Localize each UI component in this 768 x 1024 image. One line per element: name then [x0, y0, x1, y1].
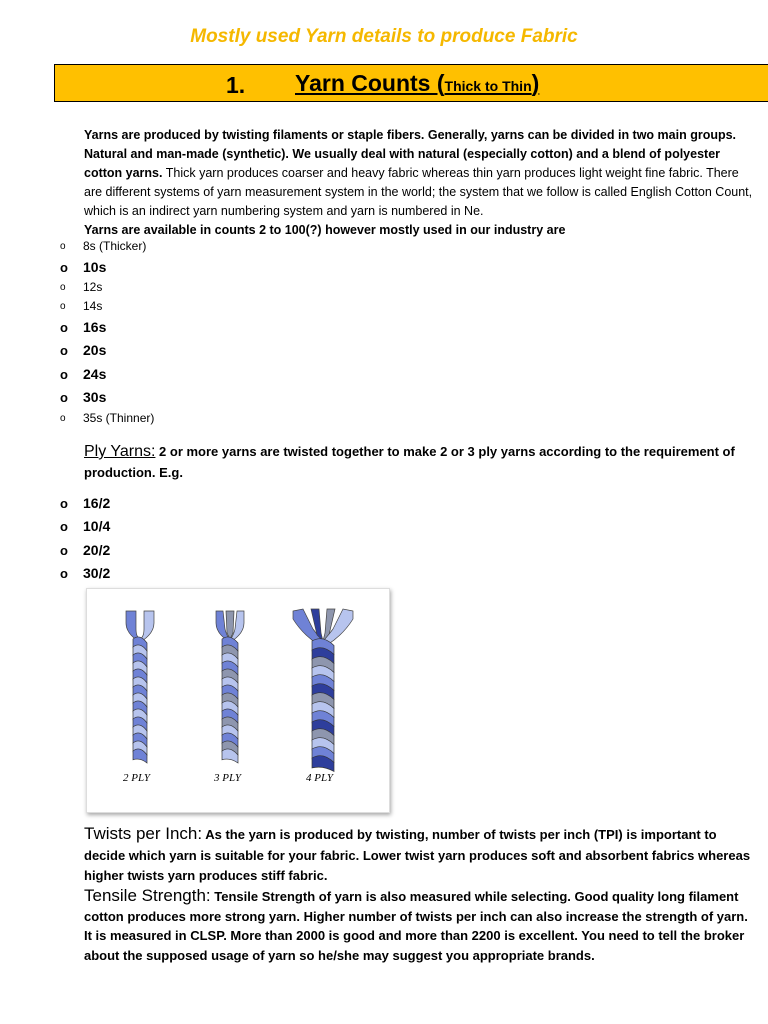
- ply-yarns-text: 2 or more yarns are twisted together to make 2 or 3 ply yarns according to the requirement of production. E.g.: [84, 444, 735, 480]
- ply-caption: 4 PLY: [306, 772, 333, 784]
- ply-caption: 3 PLY: [214, 772, 241, 784]
- four-ply-yarn-icon: [293, 609, 353, 772]
- bullet-circle-icon: o: [60, 519, 68, 534]
- bullet-circle-icon: o: [60, 260, 68, 275]
- ply-example-text: 20/2: [83, 542, 111, 558]
- count-text: 20s: [83, 342, 107, 358]
- tensile-strength-label: Tensile Strength:: [84, 886, 211, 905]
- count-text: 8s (Thicker): [83, 239, 147, 253]
- bullet-circle-icon: o: [60, 282, 66, 293]
- bullet-circle-icon: o: [60, 301, 66, 312]
- bullet-circle-icon: o: [60, 367, 68, 382]
- intro-available-line: Yarns are available in counts 2 to 100(?) however mostly used in our industry are: [84, 223, 566, 237]
- intro-normal-text: Thick yarn produces coarser and heavy fabric whereas thin yarn produces light weight fine fabric. There are different systems of yarn measurement system in the world; the system that we follow is called English Cotton Count, which is an indirect yarn numbering system and yarn is numbered in Ne.: [84, 166, 753, 218]
- section-heading-subtitle: Thick to Thin: [444, 78, 532, 94]
- bullet-circle-icon: o: [60, 543, 68, 558]
- bullet-circle-icon: o: [60, 320, 68, 335]
- count-text: 10s: [83, 259, 107, 275]
- ply-example-text: 16/2: [83, 495, 111, 511]
- section-heading: [295, 70, 539, 97]
- section-heading-close: ): [531, 70, 540, 96]
- twists-per-inch-paragraph: [84, 824, 754, 887]
- ply-yarns-paragraph: [84, 441, 754, 483]
- document-title: Mostly used Yarn details to produce Fabric: [190, 26, 578, 47]
- bullet-circle-icon: o: [60, 566, 68, 581]
- three-ply-yarn-icon: [216, 611, 244, 763]
- bullet-circle-icon: o: [60, 241, 66, 252]
- count-text: 35s (Thinner): [83, 411, 155, 425]
- count-text: 30s: [83, 389, 107, 405]
- count-text: 24s: [83, 366, 107, 382]
- two-ply-yarn-icon: [126, 611, 154, 763]
- tensile-strength-paragraph: [84, 886, 754, 965]
- bullet-circle-icon: o: [60, 496, 68, 511]
- ply-example-text: 30/2: [83, 565, 111, 581]
- bullet-circle-icon: o: [60, 343, 68, 358]
- ply-caption: 2 PLY: [123, 772, 150, 784]
- twists-per-inch-text: As the yarn is produced by twisting, number of twists per inch (TPI) is important to decide which yarn is suitable for your fabric. Lower twist yarn produces soft and absorbent fabrics whereas higher twists yarn produces stiff fabric.: [84, 827, 751, 883]
- intro-paragraph: [84, 126, 754, 240]
- section-heading-text: Yarn Counts (: [295, 70, 445, 96]
- count-text: 14s: [83, 299, 103, 313]
- tensile-strength-text: Tensile Strength of yarn is also measured while selecting. Good quality long filament cotton produces more strong yarn. Higher number of twists per inch can also increase the strength of yarn. It is measured in CLSP. More than 2000 is good and more than 2200 is excellent. You need to tell the broker about the supposed usage of yarn so he/she may suggest you appropriate brands.: [84, 889, 748, 963]
- bullet-circle-icon: o: [60, 413, 66, 424]
- bullet-circle-icon: o: [60, 390, 68, 405]
- count-text: 16s: [83, 319, 107, 335]
- twists-per-inch-label: Twists per Inch:: [84, 824, 203, 843]
- ply-yarns-label: Ply Yarns:: [84, 443, 156, 460]
- count-text: 12s: [83, 280, 103, 294]
- intro-bold-text: Yarns are produced by twisting filaments or staple fibers. Generally, yarns can be divided in two main groups. Natural and man-made (synthetic). We usually deal with natural (especially cotton) and a blend of polyester cotton yarns.: [84, 128, 737, 180]
- ply-example-text: 10/4: [83, 518, 111, 534]
- section-number: 1.: [226, 72, 246, 98]
- ply-yarn-illustration: [86, 588, 390, 813]
